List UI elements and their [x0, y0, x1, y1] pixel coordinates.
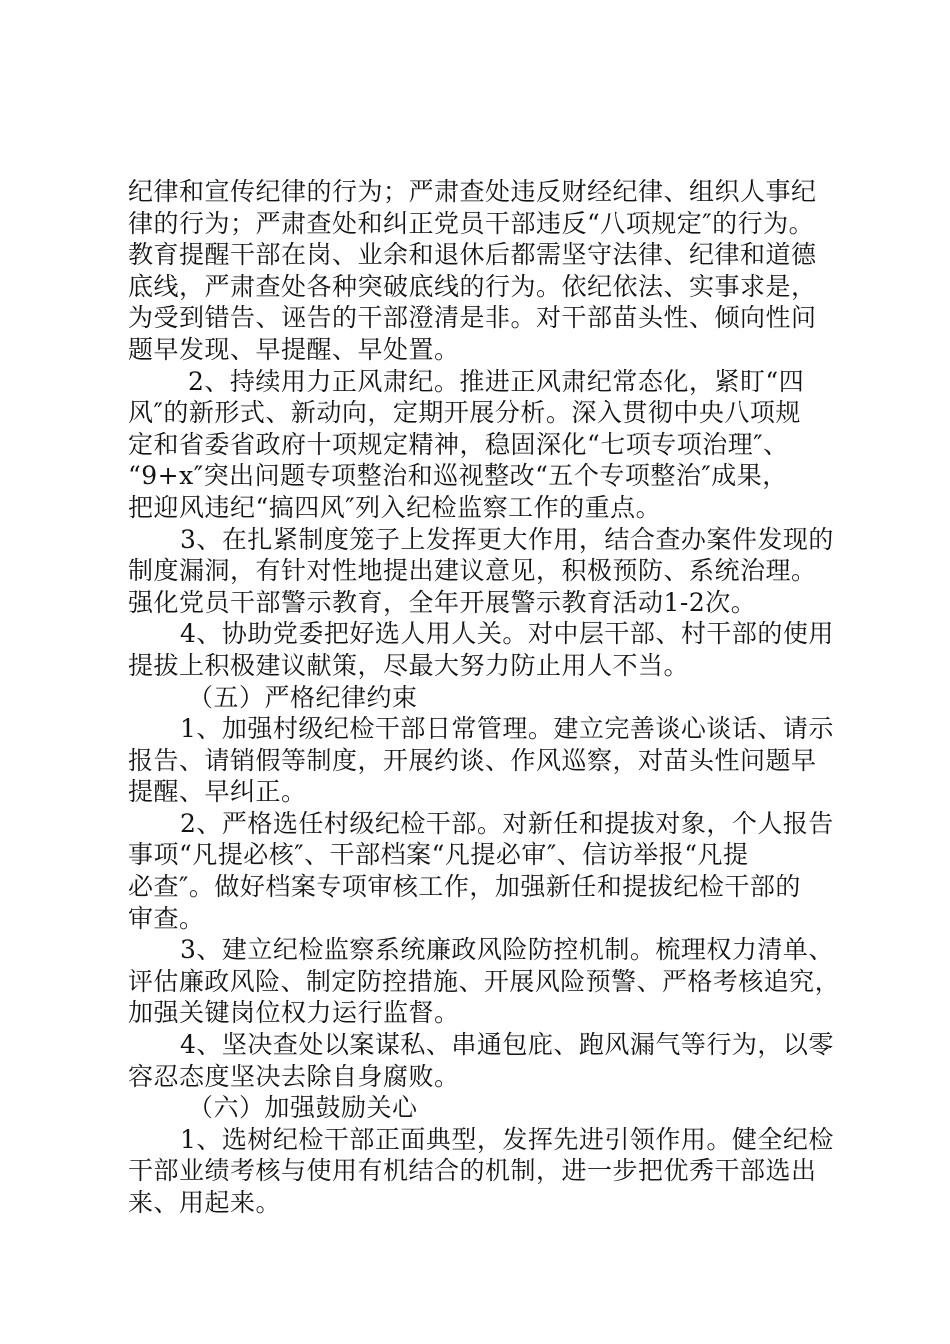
document-body: [128, 176, 841, 1219]
text-line: 制度漏洞，有针对性地提出建议意见，积极预防、系统治理。: [128, 556, 817, 586]
text-line: 底线，严肃查处各种突破底线的行为。依纪依法、实事求是，: [128, 271, 817, 301]
paragraph-start-line: 1、加强村级纪检干部日常管理。建立完善谈心谈话、请示: [180, 714, 834, 744]
section-heading: （六）加强鼓励关心: [188, 1093, 418, 1123]
text-line: 提拔上积极建议献策，尽最大努力防止用人不当。: [128, 650, 690, 680]
text-line: 评估廉政风险、制定防控措施、开展风险预警、严格考核追究，: [128, 966, 841, 996]
text-line: 为受到错告、诬告的干部澄清是非。对干部苗头性、倾向性问: [128, 303, 817, 333]
paragraph-start-line: 3、建立纪检监察系统廉政风险防控机制。梳理权力清单、: [180, 935, 834, 965]
text-line: 教育提醒干部在岗、业余和退休后都需坚守法律、纪律和道德: [128, 240, 817, 270]
text-line: 来、用起来。: [128, 1188, 282, 1217]
text-line: 干部业绩考核与使用有机结合的机制，进一步把优秀干部选出: [128, 1156, 817, 1186]
text-line: 强化党员干部警示教育，全年开展警示教育活动1-2次。: [128, 587, 757, 617]
text-line: 事项“凡提必核″、干部档案“凡提必审″、信访举报“凡提: [128, 840, 749, 870]
text-line: 提醒、早纠正。: [128, 777, 307, 807]
text-line: 加强关键岗位权力运行监督。: [128, 998, 460, 1028]
text-line: 风″的新形式、新动向，定期开展分析。深入贯彻中央八项规: [128, 398, 801, 428]
text-line: 容忍态度坚决去除自身腐败。: [128, 1061, 460, 1091]
text-line: 必查″。做好档案专项审核工作，加强新任和提拔纪检干部的: [128, 872, 801, 902]
text-line: 定和省委省政府十项规定精神，稳固深化“七项专项治理″、: [128, 429, 789, 459]
text-line: 审查。: [128, 903, 205, 933]
paragraph-start-line: 3、在扎紧制度笼子上发挥更大作用，结合查办案件发现的: [180, 524, 834, 554]
section-heading: （五）严格纪律约束: [188, 682, 418, 712]
text-line: 报告、请销假等制度，开展约谈、作风巡察，对苗头性问题早: [128, 745, 817, 775]
paragraph-start-line: 2、严格选任村级纪检干部。对新任和提拔对象，个人报告: [180, 808, 834, 838]
text-line: 把迎风违纪“搞四风″列入纪检监察工作的重点。: [128, 492, 662, 522]
paragraph-start-line: 2、持续用力正风肃纪。推进正风肃纪常态化，紧盯“四: [188, 366, 805, 396]
text-line: 纪律和宣传纪律的行为；严肃查处违反财经纪律、组织人事纪: [128, 177, 817, 206]
text-line: 律的行为；严肃查处和纠正党员干部违反“八项规定″的行为。: [128, 208, 815, 238]
paragraph-start-line: 4、协助党委把好选人用人关。对中层干部、村干部的使用: [180, 619, 834, 649]
text-line: “9+x″突出问题专项整治和巡视整改“五个专项整治″成果，: [128, 461, 788, 491]
paragraph-start-line: 4、坚决查处以案谋私、串通包庇、跑风漏气等行为，以零: [180, 1030, 834, 1060]
paragraph-start-line: 1、选树纪检干部正面典型，发挥先进引领作用。健全纪检: [180, 1124, 834, 1154]
text-line: 题早发现、早提醒、早处置。: [128, 334, 460, 364]
